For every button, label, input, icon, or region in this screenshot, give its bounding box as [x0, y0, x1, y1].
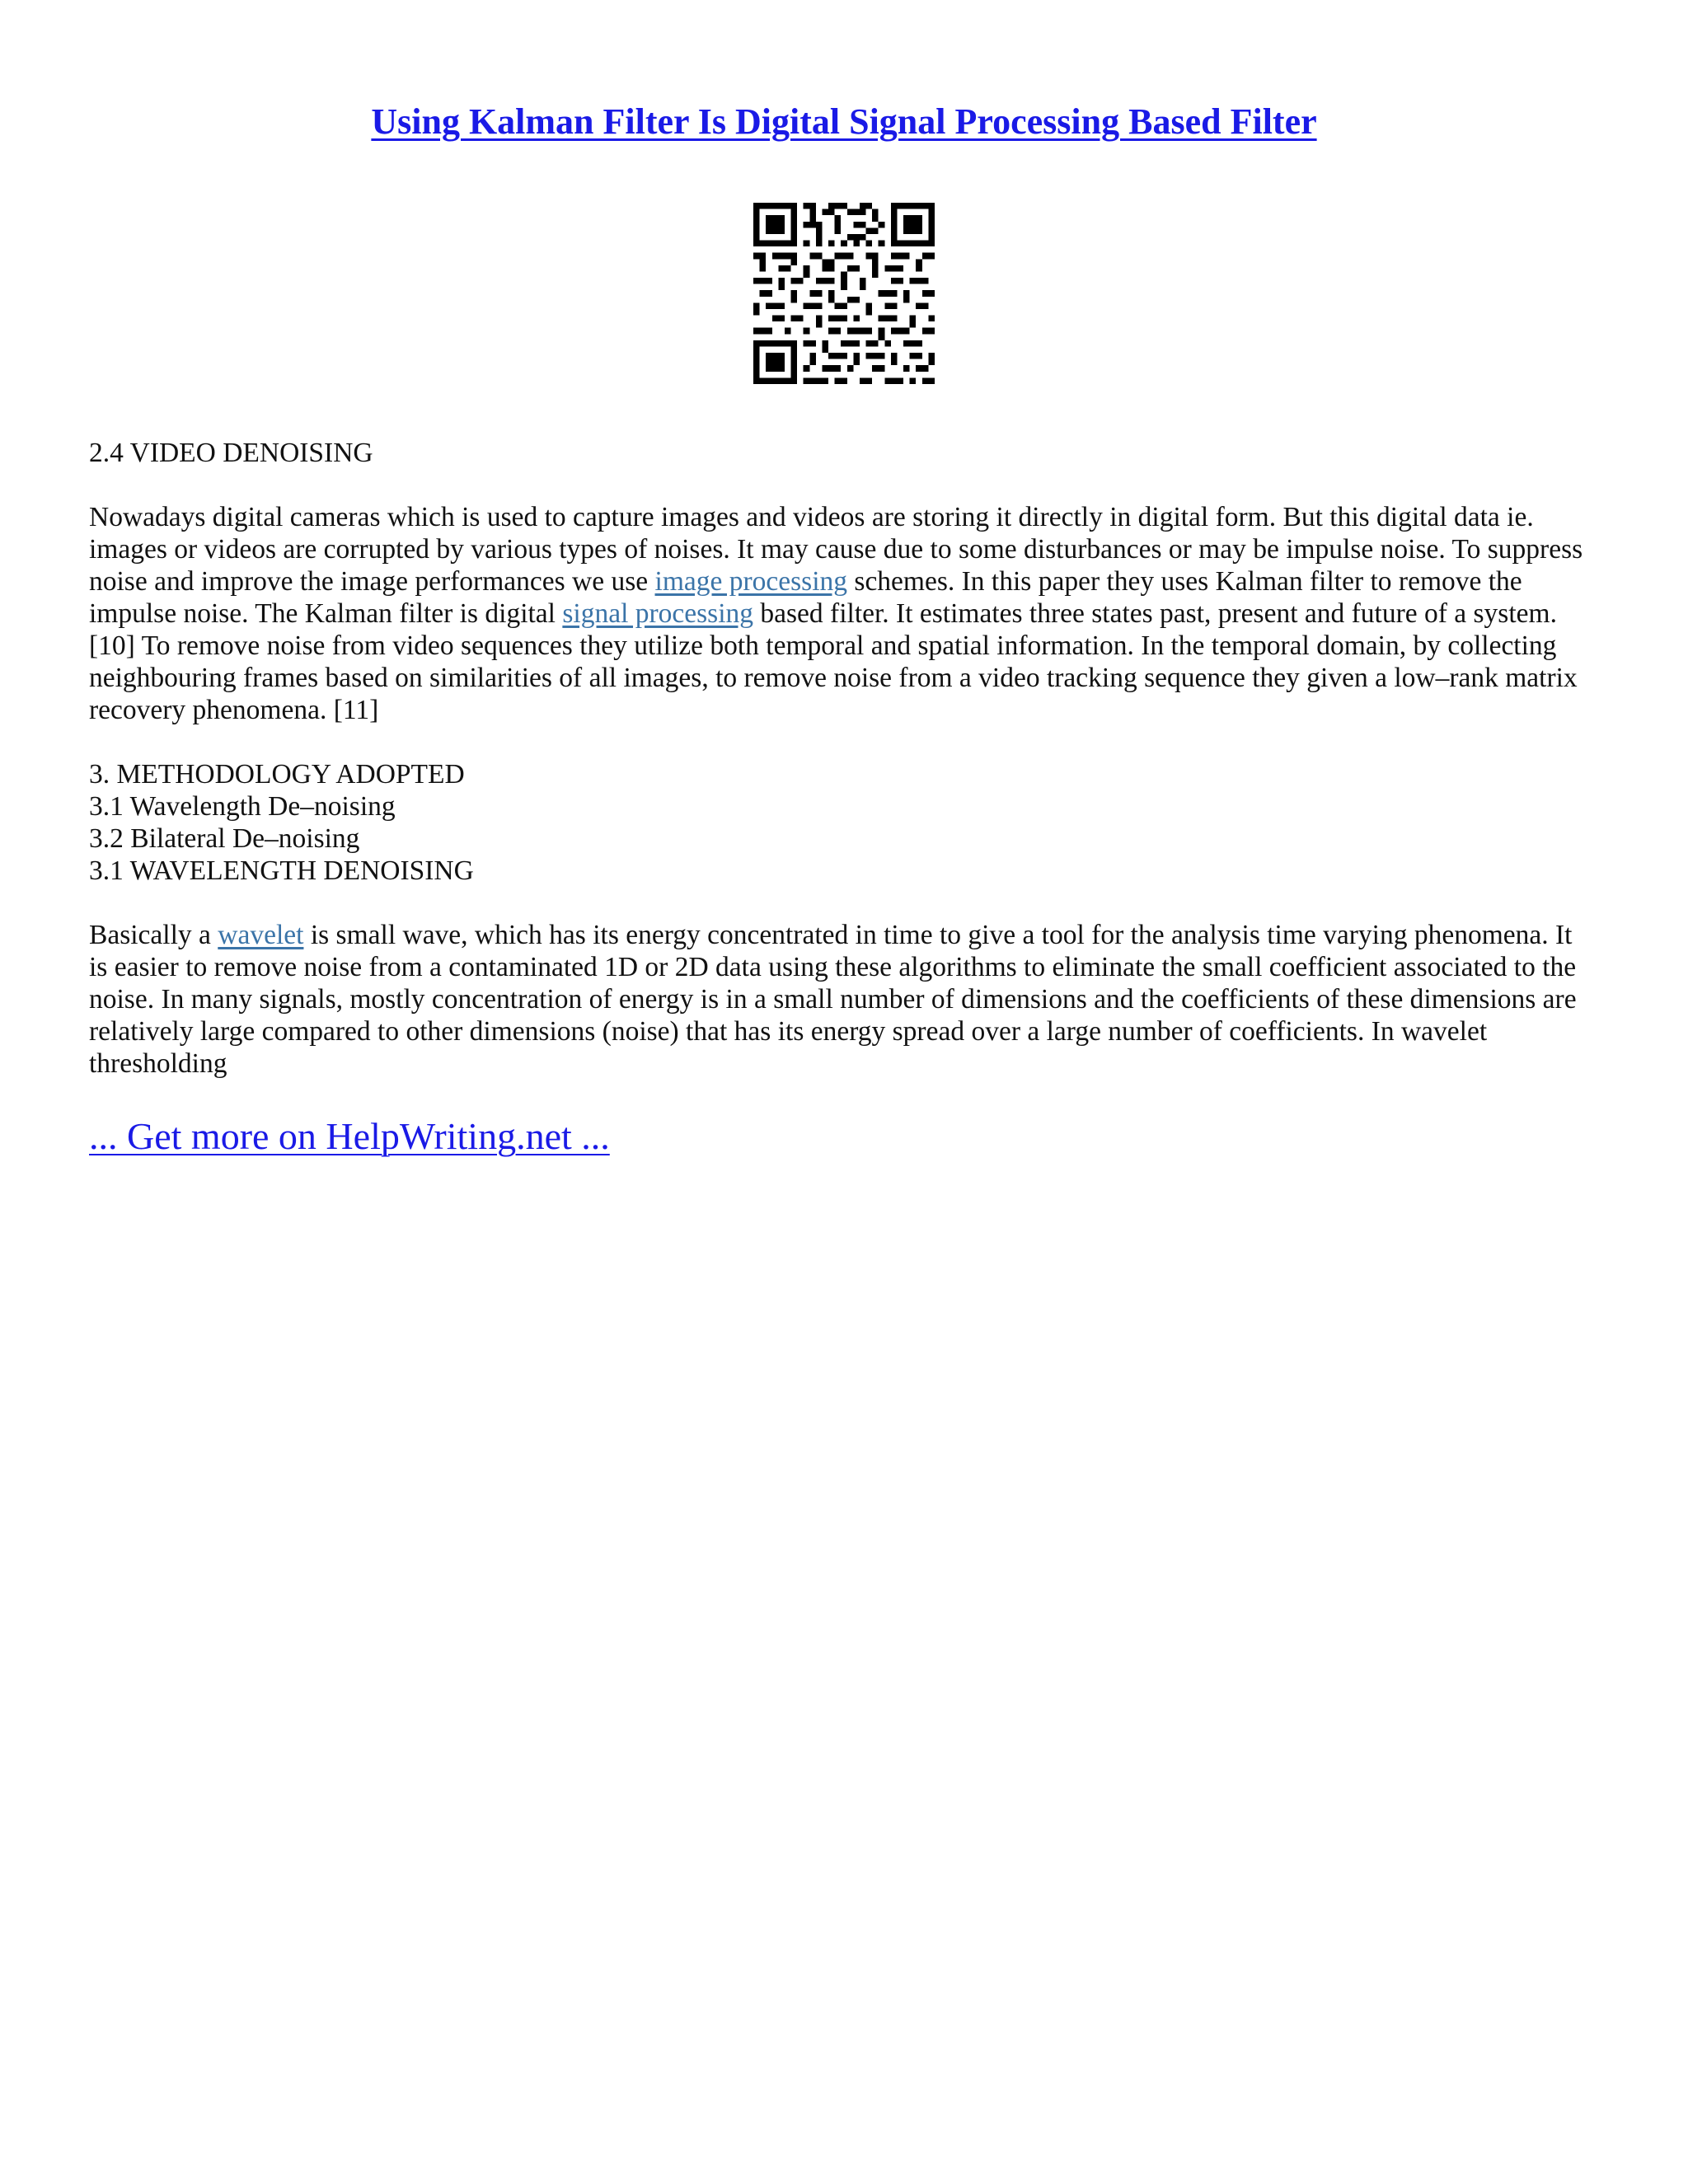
paragraph-line: [10] To remove noise from video sequences they utilize both temporal and spatial information. In the temporal domain, by collecting	[89, 630, 1557, 661]
signal-processing-link[interactable]: signal processing	[562, 598, 754, 629]
methodology-item: 3.2 Bilateral De–noising	[89, 823, 360, 854]
text-run: is small wave, which has its energy concentrated in time to give a tool for the analysis time varying phenomena. It	[303, 920, 1573, 950]
paragraph-wavelength-denoising	[89, 919, 1599, 1080]
paragraph-line: noise. In many signals, mostly concentration of energy is in a small number of dimensions and the coefficients of these dimensions are	[89, 984, 1577, 1015]
text-run: impulse noise. The Kalman filter is digital	[89, 598, 563, 629]
paragraph-line: recovery phenomena. [11]	[89, 695, 379, 725]
methodology-heading: 3. METHODOLOGY ADOPTED	[89, 759, 465, 790]
text-run: noise and improve the image performances we use	[89, 566, 655, 597]
paragraph-line: is easier to remove noise from a contaminated 1D or 2D data using these algorithms to eliminate the small coefficient associated to the	[89, 952, 1577, 982]
text-run: schemes. In this paper they uses Kalman filter to remove the	[847, 566, 1522, 597]
title-container	[89, 101, 1599, 143]
paragraph-line: thresholding	[89, 1048, 227, 1079]
paragraph-video-denoising	[89, 501, 1599, 726]
methodology-list	[89, 758, 1599, 887]
section-heading: 2.4 VIDEO DENOISING	[89, 438, 373, 468]
image-processing-link[interactable]: image processing	[654, 566, 848, 597]
qr-code-icon	[753, 203, 935, 384]
wavelet-link[interactable]: wavelet	[218, 920, 304, 950]
paragraph-line	[89, 919, 1599, 951]
methodology-item: 3.1 WAVELENGTH DENOISING	[89, 855, 474, 886]
get-more-link[interactable]: ... Get more on HelpWriting.net ...	[89, 1115, 610, 1157]
paragraph-line	[89, 565, 1599, 598]
paragraph-line	[89, 598, 1599, 630]
paragraph-line: Nowadays digital cameras which is used to capture images and videos are storing it directly in digital form. But this digital data ie.	[89, 502, 1534, 532]
text-run: Basically a	[89, 920, 218, 950]
paragraph-line: neighbouring frames based on similarities of all images, to remove noise from a video tracking sequence they given a low–rank matrix	[89, 663, 1578, 693]
document-title-link[interactable]: Using Kalman Filter Is Digital Signal Processing Based Filter	[371, 101, 1317, 142]
paragraph-line: images or videos are corrupted by various types of noises. It may cause due to some disturbances or may be impulse noise. To suppress	[89, 534, 1583, 565]
methodology-item: 3.1 Wavelength De–noising	[89, 791, 396, 822]
text-run: based filter. It estimates three states past, present and future of a system.	[753, 598, 1557, 629]
paragraph-line: relatively large compared to other dimensions (noise) that has its energy spread over a large number of coefficients. In wavelet	[89, 1016, 1488, 1047]
